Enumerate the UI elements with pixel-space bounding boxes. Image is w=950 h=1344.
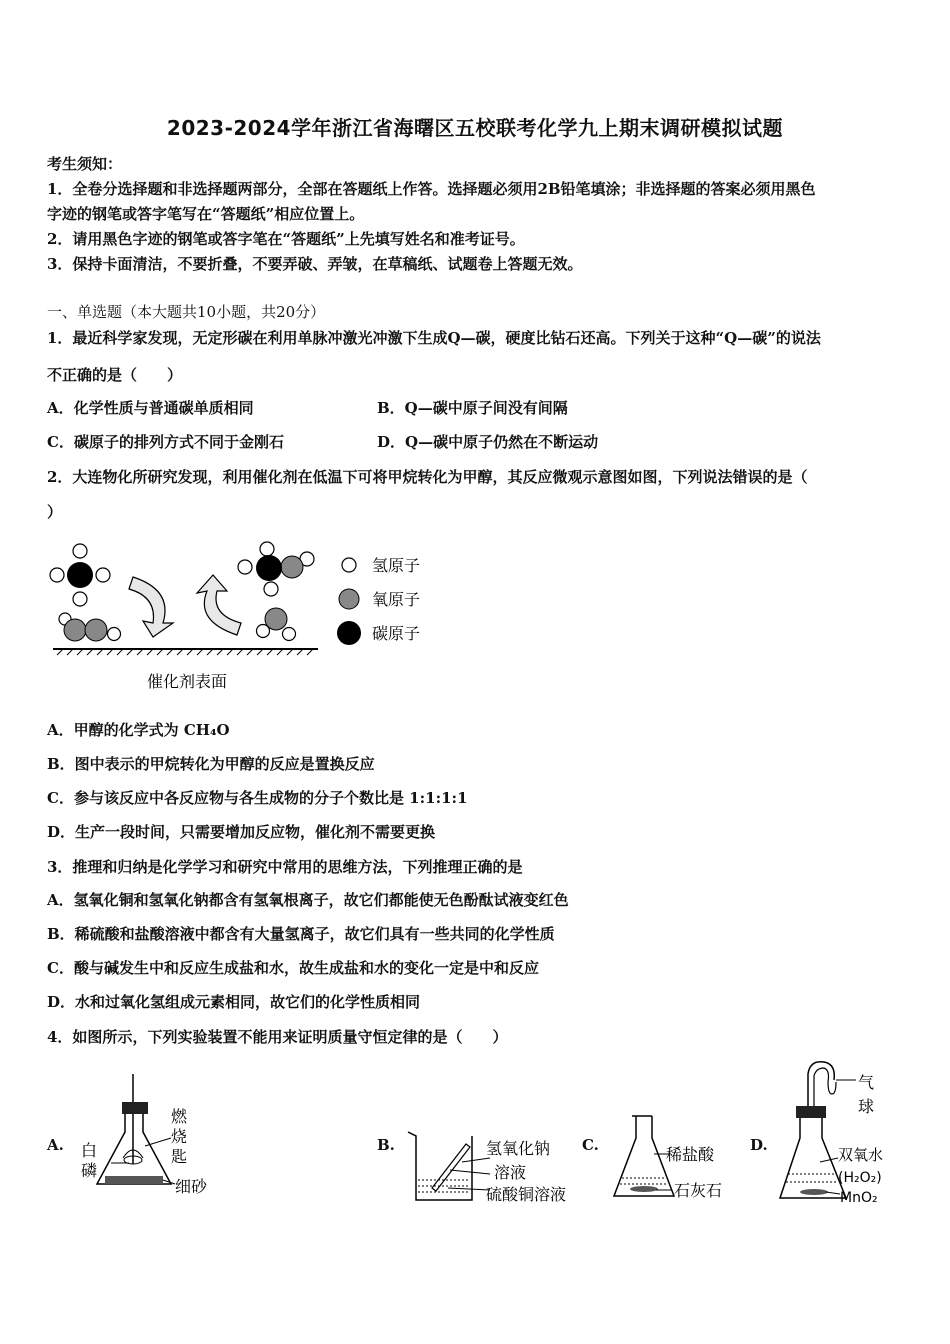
- label: 燃: [171, 1107, 188, 1126]
- methanol-molecule: [238, 542, 314, 596]
- label: 细砂: [175, 1177, 208, 1196]
- q2-stem-cont: ）: [47, 503, 63, 521]
- label: (H₂O₂): [838, 1170, 882, 1186]
- label: 溶液: [494, 1163, 527, 1182]
- carbon-legend-icon: [337, 621, 361, 645]
- figure-b-apparatus: [402, 1128, 582, 1208]
- label: 石灰石: [674, 1181, 723, 1200]
- figure-d-apparatus: [776, 1058, 926, 1208]
- hydrogen-legend-icon: [342, 558, 356, 572]
- methane-molecule: [50, 544, 110, 606]
- curved-arrow-icon: [197, 575, 241, 635]
- q1-option-b: B．Q—碳中原子间没有间隔: [377, 399, 568, 417]
- curved-arrow-icon: [129, 577, 173, 637]
- q1-stem-cont: 不正确的是（ ）: [47, 366, 183, 384]
- figure-b-letter: B.: [377, 1136, 395, 1154]
- q1-stem: 1．最近科学家发现，无定形碳在利用单脉冲激光冲激下生成Q—碳，硬度比钻石还高。下列关于这种“Q—碳”的说法: [47, 329, 821, 347]
- label: 稀盐酸: [666, 1145, 715, 1164]
- figure-a-apparatus: [75, 1072, 220, 1202]
- label: 匙: [171, 1147, 188, 1166]
- oxygen-legend-icon: [339, 589, 359, 609]
- label: 球: [858, 1097, 875, 1116]
- label: 氢氧化钠: [486, 1139, 551, 1158]
- section-heading: 一、单选题（本大题共10小题，共20分）: [47, 303, 326, 321]
- q4-stem: 4．如图所示，下列实验装置不能用来证明质量守恒定律的是（ ）: [47, 1028, 508, 1046]
- q1-option-d: D．Q—碳中原子仍然在不断运动: [377, 433, 599, 451]
- page-title: 2023-2024学年浙江省海曙区五校联考化学九上期末调研模拟试题: [166, 116, 784, 140]
- label: 磷: [81, 1161, 98, 1180]
- label: MnO₂: [840, 1190, 878, 1206]
- figure-a-letter: A.: [47, 1136, 64, 1154]
- q2-option-a: A．甲醇的化学式为 CH₄O: [47, 721, 230, 739]
- q2-stem: 2．大连物化所研究发现，利用催化剂在低温下可将甲烷转化为甲醇，其反应微观示意图如图，下列说法错误的是（: [47, 468, 808, 486]
- notice-item: 2．请用黑色字迹的钢笔或答字笔在“答题纸”上先填写姓名和准考证号。: [47, 230, 525, 248]
- q3-option-b: B．稀硫酸和盐酸溶液中都含有大量氢离子，故它们具有一些共同的化学性质: [47, 925, 555, 943]
- q1-option-c: C．碳原子的排列方式不同于金刚石: [47, 433, 284, 451]
- hydroxyl-group: [257, 608, 296, 641]
- notice-heading: 考生须知：: [47, 155, 123, 173]
- figure-c-letter: C.: [582, 1136, 599, 1154]
- oxygen-molecule: [59, 613, 121, 641]
- label: 气: [858, 1073, 875, 1092]
- q3-option-c: C．酸与碱发生中和反应生成盐和水，故生成盐和水的变化一定是中和反应: [47, 959, 539, 977]
- q2-option-d: D．生产一段时间，只需要增加反应物，催化剂不需要更换: [47, 823, 436, 841]
- label: 烧: [171, 1127, 188, 1146]
- label: 双氧水: [838, 1146, 884, 1164]
- label: 硫酸铜溶液: [486, 1185, 567, 1204]
- legend-oxygen: 氧原子: [372, 590, 421, 609]
- notice-item: 字迹的钢笔或答字笔写在“答题纸”相应位置上。: [47, 205, 365, 223]
- q3-option-a: A．氢氧化铜和氢氧化钠都含有氢氧根离子，故它们都能使无色酚酞试液变红色: [47, 891, 569, 909]
- legend-carbon: 碳原子: [372, 624, 421, 643]
- q3-option-d: D．水和过氧化氢组成元素相同，故它们的化学性质相同: [47, 993, 421, 1011]
- label: 白: [81, 1141, 98, 1160]
- reaction-diagram: [45, 535, 445, 700]
- figure-c-apparatus: [608, 1112, 733, 1207]
- figure-d-letter: D.: [750, 1136, 768, 1154]
- q1-option-a: A．化学性质与普通碳单质相同: [47, 399, 254, 417]
- legend-hydrogen: 氢原子: [372, 556, 421, 575]
- notice-item: 1．全卷分选择题和非选择题两部分，全部在答题纸上作答。选择题必须用2B铅笔填涂；非选择题的答案必须用黑色: [47, 180, 816, 198]
- q2-option-b: B．图中表示的甲烷转化为甲醇的反应是置换反应: [47, 755, 375, 773]
- figure-caption: 催化剂表面: [147, 672, 228, 691]
- q3-stem: 3．推理和归纳是化学学习和研究中常用的思维方法，下列推理正确的是: [47, 858, 523, 876]
- notice-item: 3．保持卡面清洁，不要折叠，不要弄破、弄皱，在草稿纸、试题卷上答题无效。: [47, 255, 583, 273]
- q2-option-c: C．参与该反应中各反应物与各生成物的分子个数比是 1:1:1:1: [47, 789, 468, 807]
